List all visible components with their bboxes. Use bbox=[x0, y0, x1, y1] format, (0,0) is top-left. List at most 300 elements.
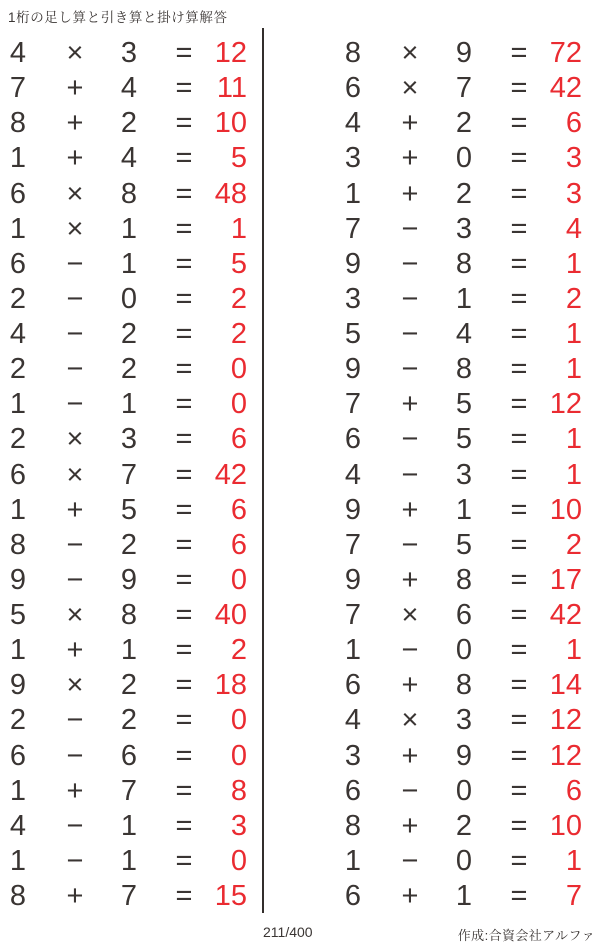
equation-row bbox=[1, 668, 247, 703]
equation-row bbox=[336, 387, 582, 422]
operand-2: 1 bbox=[120, 809, 138, 842]
equals-sign: = bbox=[175, 388, 193, 421]
operator: + bbox=[66, 634, 84, 667]
equation-row bbox=[1, 493, 247, 528]
answer: 18 bbox=[214, 669, 247, 702]
operand-1: 8 bbox=[9, 107, 27, 140]
answer: 0 bbox=[230, 353, 247, 386]
operand-2: 3 bbox=[120, 423, 138, 456]
operator: + bbox=[401, 388, 419, 421]
operator: × bbox=[401, 37, 419, 70]
equation-row bbox=[1, 879, 247, 914]
operator: + bbox=[401, 739, 419, 772]
equation-row bbox=[1, 422, 247, 457]
operand-1: 1 bbox=[9, 774, 27, 807]
equation-row bbox=[336, 352, 582, 387]
operand-2: 8 bbox=[120, 599, 138, 632]
operand-1: 2 bbox=[9, 353, 27, 386]
equation-row bbox=[336, 317, 582, 352]
answer: 0 bbox=[230, 704, 247, 737]
operator: + bbox=[66, 142, 84, 175]
operator: − bbox=[66, 739, 84, 772]
equation-row bbox=[336, 36, 582, 71]
operator: − bbox=[66, 844, 84, 877]
operand-1: 1 bbox=[344, 177, 362, 210]
operand-2: 8 bbox=[455, 247, 473, 280]
answer: 0 bbox=[230, 844, 247, 877]
operand-1: 1 bbox=[344, 844, 362, 877]
operator: × bbox=[66, 37, 84, 70]
equation-row bbox=[336, 177, 582, 212]
equation-row bbox=[1, 352, 247, 387]
operand-2: 1 bbox=[120, 634, 138, 667]
answer: 6 bbox=[230, 493, 247, 526]
equation-row bbox=[1, 212, 247, 247]
operand-1: 9 bbox=[9, 669, 27, 702]
operator: − bbox=[66, 528, 84, 561]
operand-1: 7 bbox=[344, 388, 362, 421]
equation-row bbox=[336, 71, 582, 106]
equation-row bbox=[1, 809, 247, 844]
answer: 40 bbox=[214, 599, 247, 632]
operand-1: 6 bbox=[9, 247, 27, 280]
equation-row bbox=[336, 528, 582, 563]
equals-sign: = bbox=[175, 704, 193, 737]
equals-sign: = bbox=[175, 634, 193, 667]
answer: 10 bbox=[549, 493, 582, 526]
equation-row bbox=[1, 563, 247, 598]
operator: − bbox=[66, 247, 84, 280]
operand-2: 3 bbox=[455, 212, 473, 245]
operator: − bbox=[401, 247, 419, 280]
equals-sign: = bbox=[510, 212, 528, 245]
operand-2: 2 bbox=[455, 177, 473, 210]
operand-1: 1 bbox=[344, 634, 362, 667]
operand-1: 6 bbox=[344, 774, 362, 807]
operand-1: 7 bbox=[9, 72, 27, 105]
operand-2: 4 bbox=[120, 72, 138, 105]
operand-1: 1 bbox=[9, 212, 27, 245]
operator: + bbox=[66, 493, 84, 526]
operator: − bbox=[66, 353, 84, 386]
operator: − bbox=[401, 318, 419, 351]
operand-2: 3 bbox=[455, 458, 473, 491]
equation-row bbox=[1, 633, 247, 668]
equals-sign: = bbox=[175, 563, 193, 596]
equals-sign: = bbox=[175, 318, 193, 351]
operand-1: 8 bbox=[9, 880, 27, 913]
equals-sign: = bbox=[175, 493, 193, 526]
operator: + bbox=[66, 774, 84, 807]
operand-1: 1 bbox=[9, 493, 27, 526]
equals-sign: = bbox=[510, 388, 528, 421]
equals-sign: = bbox=[510, 177, 528, 210]
answer: 15 bbox=[214, 880, 247, 913]
operator: × bbox=[66, 177, 84, 210]
equation-row bbox=[1, 458, 247, 493]
operand-2: 9 bbox=[455, 37, 473, 70]
equation-row bbox=[336, 106, 582, 141]
operand-1: 4 bbox=[9, 809, 27, 842]
operator: − bbox=[401, 353, 419, 386]
operand-2: 2 bbox=[120, 318, 138, 351]
operator: − bbox=[66, 563, 84, 596]
operator: − bbox=[401, 528, 419, 561]
operand-2: 8 bbox=[455, 669, 473, 702]
equals-sign: = bbox=[510, 493, 528, 526]
operator: − bbox=[66, 704, 84, 737]
operand-1: 3 bbox=[344, 142, 362, 175]
answer: 42 bbox=[214, 458, 247, 491]
equals-sign: = bbox=[175, 142, 193, 175]
equals-sign: = bbox=[510, 247, 528, 280]
answer: 5 bbox=[230, 142, 247, 175]
answer: 14 bbox=[549, 669, 582, 702]
operator: × bbox=[66, 212, 84, 245]
operand-2: 1 bbox=[455, 282, 473, 315]
operand-2: 7 bbox=[455, 72, 473, 105]
equation-row bbox=[336, 668, 582, 703]
operand-2: 8 bbox=[120, 177, 138, 210]
answer: 1 bbox=[565, 423, 582, 456]
operand-2: 9 bbox=[455, 739, 473, 772]
equation-row bbox=[336, 598, 582, 633]
answer: 1 bbox=[565, 634, 582, 667]
operator: + bbox=[401, 563, 419, 596]
equals-sign: = bbox=[510, 458, 528, 491]
operand-2: 1 bbox=[120, 212, 138, 245]
equation-row bbox=[336, 422, 582, 457]
operand-2: 1 bbox=[120, 388, 138, 421]
operand-1: 9 bbox=[344, 247, 362, 280]
operator: × bbox=[66, 669, 84, 702]
answer: 3 bbox=[565, 177, 582, 210]
operand-1: 4 bbox=[344, 704, 362, 737]
operator: + bbox=[401, 809, 419, 842]
equation-row bbox=[336, 458, 582, 493]
operand-2: 8 bbox=[455, 353, 473, 386]
operand-2: 2 bbox=[455, 107, 473, 140]
equation-row bbox=[1, 177, 247, 212]
answer: 6 bbox=[565, 774, 582, 807]
operand-2: 0 bbox=[455, 634, 473, 667]
answer: 10 bbox=[549, 809, 582, 842]
operator: + bbox=[401, 107, 419, 140]
credit-text: 作成:合資会社アルファ bbox=[457, 928, 595, 943]
answer: 3 bbox=[230, 809, 247, 842]
operand-1: 2 bbox=[9, 282, 27, 315]
equals-sign: = bbox=[175, 72, 193, 105]
operand-1: 8 bbox=[344, 37, 362, 70]
equals-sign: = bbox=[175, 739, 193, 772]
operand-2: 2 bbox=[120, 528, 138, 561]
operator: − bbox=[401, 844, 419, 877]
equals-sign: = bbox=[175, 282, 193, 315]
equals-sign: = bbox=[175, 880, 193, 913]
answer: 1 bbox=[565, 353, 582, 386]
operand-1: 9 bbox=[344, 563, 362, 596]
operand-1: 3 bbox=[344, 739, 362, 772]
operand-2: 8 bbox=[455, 563, 473, 596]
page-title: 1桁の足し算と引き算と掛け算解答 bbox=[8, 10, 228, 25]
operator: + bbox=[401, 880, 419, 913]
operand-1: 6 bbox=[9, 458, 27, 491]
equals-sign: = bbox=[510, 528, 528, 561]
equation-row bbox=[1, 528, 247, 563]
operand-2: 5 bbox=[455, 528, 473, 561]
answer: 0 bbox=[230, 563, 247, 596]
answer: 6 bbox=[565, 107, 582, 140]
operand-2: 1 bbox=[120, 247, 138, 280]
answer: 2 bbox=[565, 528, 582, 561]
answer: 12 bbox=[214, 37, 247, 70]
equals-sign: = bbox=[175, 599, 193, 632]
operand-1: 8 bbox=[344, 809, 362, 842]
answer: 42 bbox=[549, 599, 582, 632]
equation-row bbox=[1, 598, 247, 633]
operand-2: 3 bbox=[455, 704, 473, 737]
equals-sign: = bbox=[175, 458, 193, 491]
operator: + bbox=[66, 880, 84, 913]
equation-row bbox=[1, 247, 247, 282]
operand-2: 2 bbox=[455, 809, 473, 842]
operator: × bbox=[401, 704, 419, 737]
operator: − bbox=[66, 388, 84, 421]
answer: 3 bbox=[565, 142, 582, 175]
answer: 1 bbox=[230, 212, 247, 245]
equation-row bbox=[336, 844, 582, 879]
operator: − bbox=[401, 634, 419, 667]
operator: + bbox=[401, 177, 419, 210]
equals-sign: = bbox=[510, 563, 528, 596]
operand-2: 2 bbox=[120, 669, 138, 702]
operand-1: 7 bbox=[344, 212, 362, 245]
operand-2: 5 bbox=[120, 493, 138, 526]
operand-1: 1 bbox=[9, 142, 27, 175]
equals-sign: = bbox=[510, 809, 528, 842]
equation-row bbox=[1, 387, 247, 422]
equals-sign: = bbox=[510, 739, 528, 772]
equation-row bbox=[336, 774, 582, 809]
operand-2: 2 bbox=[120, 704, 138, 737]
equals-sign: = bbox=[175, 809, 193, 842]
equals-sign: = bbox=[175, 423, 193, 456]
equation-row bbox=[336, 282, 582, 317]
operand-1: 5 bbox=[344, 318, 362, 351]
operator: − bbox=[66, 282, 84, 315]
operand-1: 1 bbox=[9, 634, 27, 667]
equation-row bbox=[1, 703, 247, 738]
answer: 1 bbox=[565, 247, 582, 280]
operand-2: 2 bbox=[120, 353, 138, 386]
operator: × bbox=[401, 599, 419, 632]
equals-sign: = bbox=[510, 282, 528, 315]
answer: 8 bbox=[230, 774, 247, 807]
equals-sign: = bbox=[510, 844, 528, 877]
operand-1: 8 bbox=[9, 528, 27, 561]
operator: − bbox=[66, 809, 84, 842]
operand-2: 0 bbox=[455, 844, 473, 877]
operand-1: 7 bbox=[344, 528, 362, 561]
answer: 48 bbox=[214, 177, 247, 210]
equation-row bbox=[336, 809, 582, 844]
operand-1: 4 bbox=[9, 37, 27, 70]
equals-sign: = bbox=[175, 844, 193, 877]
operand-1: 6 bbox=[344, 423, 362, 456]
equals-sign: = bbox=[510, 634, 528, 667]
operator: + bbox=[401, 669, 419, 702]
operand-2: 4 bbox=[120, 142, 138, 175]
answer: 2 bbox=[565, 282, 582, 315]
answer: 12 bbox=[549, 704, 582, 737]
operand-1: 4 bbox=[344, 107, 362, 140]
equals-sign: = bbox=[510, 599, 528, 632]
answer: 12 bbox=[549, 388, 582, 421]
operand-2: 7 bbox=[120, 458, 138, 491]
operand-2: 3 bbox=[120, 37, 138, 70]
equals-sign: = bbox=[510, 353, 528, 386]
operand-1: 1 bbox=[9, 844, 27, 877]
operand-2: 0 bbox=[120, 282, 138, 315]
operand-2: 1 bbox=[120, 844, 138, 877]
operator: × bbox=[66, 599, 84, 632]
equals-sign: = bbox=[175, 528, 193, 561]
operator: − bbox=[401, 774, 419, 807]
operand-1: 3 bbox=[344, 282, 362, 315]
operator: − bbox=[401, 423, 419, 456]
operand-1: 2 bbox=[9, 423, 27, 456]
operand-1: 9 bbox=[9, 563, 27, 596]
equals-sign: = bbox=[510, 142, 528, 175]
equals-sign: = bbox=[510, 704, 528, 737]
answer: 1 bbox=[565, 458, 582, 491]
operator: × bbox=[66, 423, 84, 456]
answer: 2 bbox=[230, 282, 247, 315]
equation-row bbox=[336, 739, 582, 774]
operand-2: 0 bbox=[455, 774, 473, 807]
operand-2: 6 bbox=[455, 599, 473, 632]
equals-sign: = bbox=[510, 72, 528, 105]
operand-2: 9 bbox=[120, 563, 138, 596]
operand-1: 6 bbox=[344, 880, 362, 913]
equation-column-left bbox=[1, 36, 247, 914]
equals-sign: = bbox=[510, 423, 528, 456]
equation-row bbox=[1, 141, 247, 176]
answer: 72 bbox=[549, 37, 582, 70]
operator: − bbox=[401, 212, 419, 245]
operand-2: 6 bbox=[120, 739, 138, 772]
answer: 7 bbox=[565, 880, 582, 913]
equals-sign: = bbox=[175, 774, 193, 807]
equals-sign: = bbox=[175, 247, 193, 280]
operator: × bbox=[401, 72, 419, 105]
equation-row bbox=[336, 703, 582, 738]
equals-sign: = bbox=[175, 353, 193, 386]
answer: 0 bbox=[230, 739, 247, 772]
answer: 1 bbox=[565, 318, 582, 351]
operand-2: 7 bbox=[120, 774, 138, 807]
operand-1: 4 bbox=[9, 318, 27, 351]
answer: 12 bbox=[549, 739, 582, 772]
equation-row bbox=[336, 493, 582, 528]
page-number: 211/400 bbox=[263, 924, 313, 940]
operand-1: 1 bbox=[9, 388, 27, 421]
operand-1: 9 bbox=[344, 493, 362, 526]
equation-column-right bbox=[336, 36, 582, 914]
operator: + bbox=[66, 72, 84, 105]
equation-row bbox=[1, 106, 247, 141]
answer: 10 bbox=[214, 107, 247, 140]
equation-row bbox=[1, 36, 247, 71]
operand-2: 1 bbox=[455, 880, 473, 913]
answer: 5 bbox=[230, 247, 247, 280]
answer: 4 bbox=[565, 212, 582, 245]
equation-row bbox=[1, 774, 247, 809]
answer: 17 bbox=[549, 563, 582, 596]
operand-1: 5 bbox=[9, 599, 27, 632]
equals-sign: = bbox=[175, 107, 193, 140]
operator: − bbox=[401, 282, 419, 315]
answer: 2 bbox=[230, 634, 247, 667]
operand-1: 4 bbox=[344, 458, 362, 491]
operator: − bbox=[401, 458, 419, 491]
equals-sign: = bbox=[175, 669, 193, 702]
operand-1: 7 bbox=[344, 599, 362, 632]
operator: + bbox=[401, 142, 419, 175]
equation-row bbox=[336, 879, 582, 914]
operand-2: 5 bbox=[455, 423, 473, 456]
operand-2: 0 bbox=[455, 142, 473, 175]
operand-2: 5 bbox=[455, 388, 473, 421]
operator: + bbox=[66, 107, 84, 140]
operand-2: 2 bbox=[120, 107, 138, 140]
equals-sign: = bbox=[175, 177, 193, 210]
equals-sign: = bbox=[175, 37, 193, 70]
answer: 42 bbox=[549, 72, 582, 105]
answer: 2 bbox=[230, 318, 247, 351]
operand-2: 7 bbox=[120, 880, 138, 913]
column-divider bbox=[262, 28, 264, 913]
operand-2: 1 bbox=[455, 493, 473, 526]
operand-1: 9 bbox=[344, 353, 362, 386]
operand-1: 6 bbox=[344, 669, 362, 702]
operand-1: 6 bbox=[9, 177, 27, 210]
operand-2: 4 bbox=[455, 318, 473, 351]
equation-row bbox=[336, 633, 582, 668]
equation-row bbox=[1, 317, 247, 352]
equation-row bbox=[336, 212, 582, 247]
equation-row bbox=[336, 247, 582, 282]
equals-sign: = bbox=[510, 880, 528, 913]
answer: 6 bbox=[230, 423, 247, 456]
equation-row bbox=[336, 563, 582, 598]
equation-row bbox=[336, 141, 582, 176]
operator: + bbox=[401, 493, 419, 526]
equation-row bbox=[1, 71, 247, 106]
answer: 6 bbox=[230, 528, 247, 561]
equals-sign: = bbox=[510, 774, 528, 807]
equals-sign: = bbox=[510, 37, 528, 70]
answer: 0 bbox=[230, 388, 247, 421]
answer: 1 bbox=[565, 844, 582, 877]
operator: × bbox=[66, 458, 84, 491]
equals-sign: = bbox=[510, 669, 528, 702]
equals-sign: = bbox=[510, 107, 528, 140]
operand-1: 6 bbox=[344, 72, 362, 105]
operator: − bbox=[66, 318, 84, 351]
operand-1: 6 bbox=[9, 739, 27, 772]
equals-sign: = bbox=[510, 318, 528, 351]
